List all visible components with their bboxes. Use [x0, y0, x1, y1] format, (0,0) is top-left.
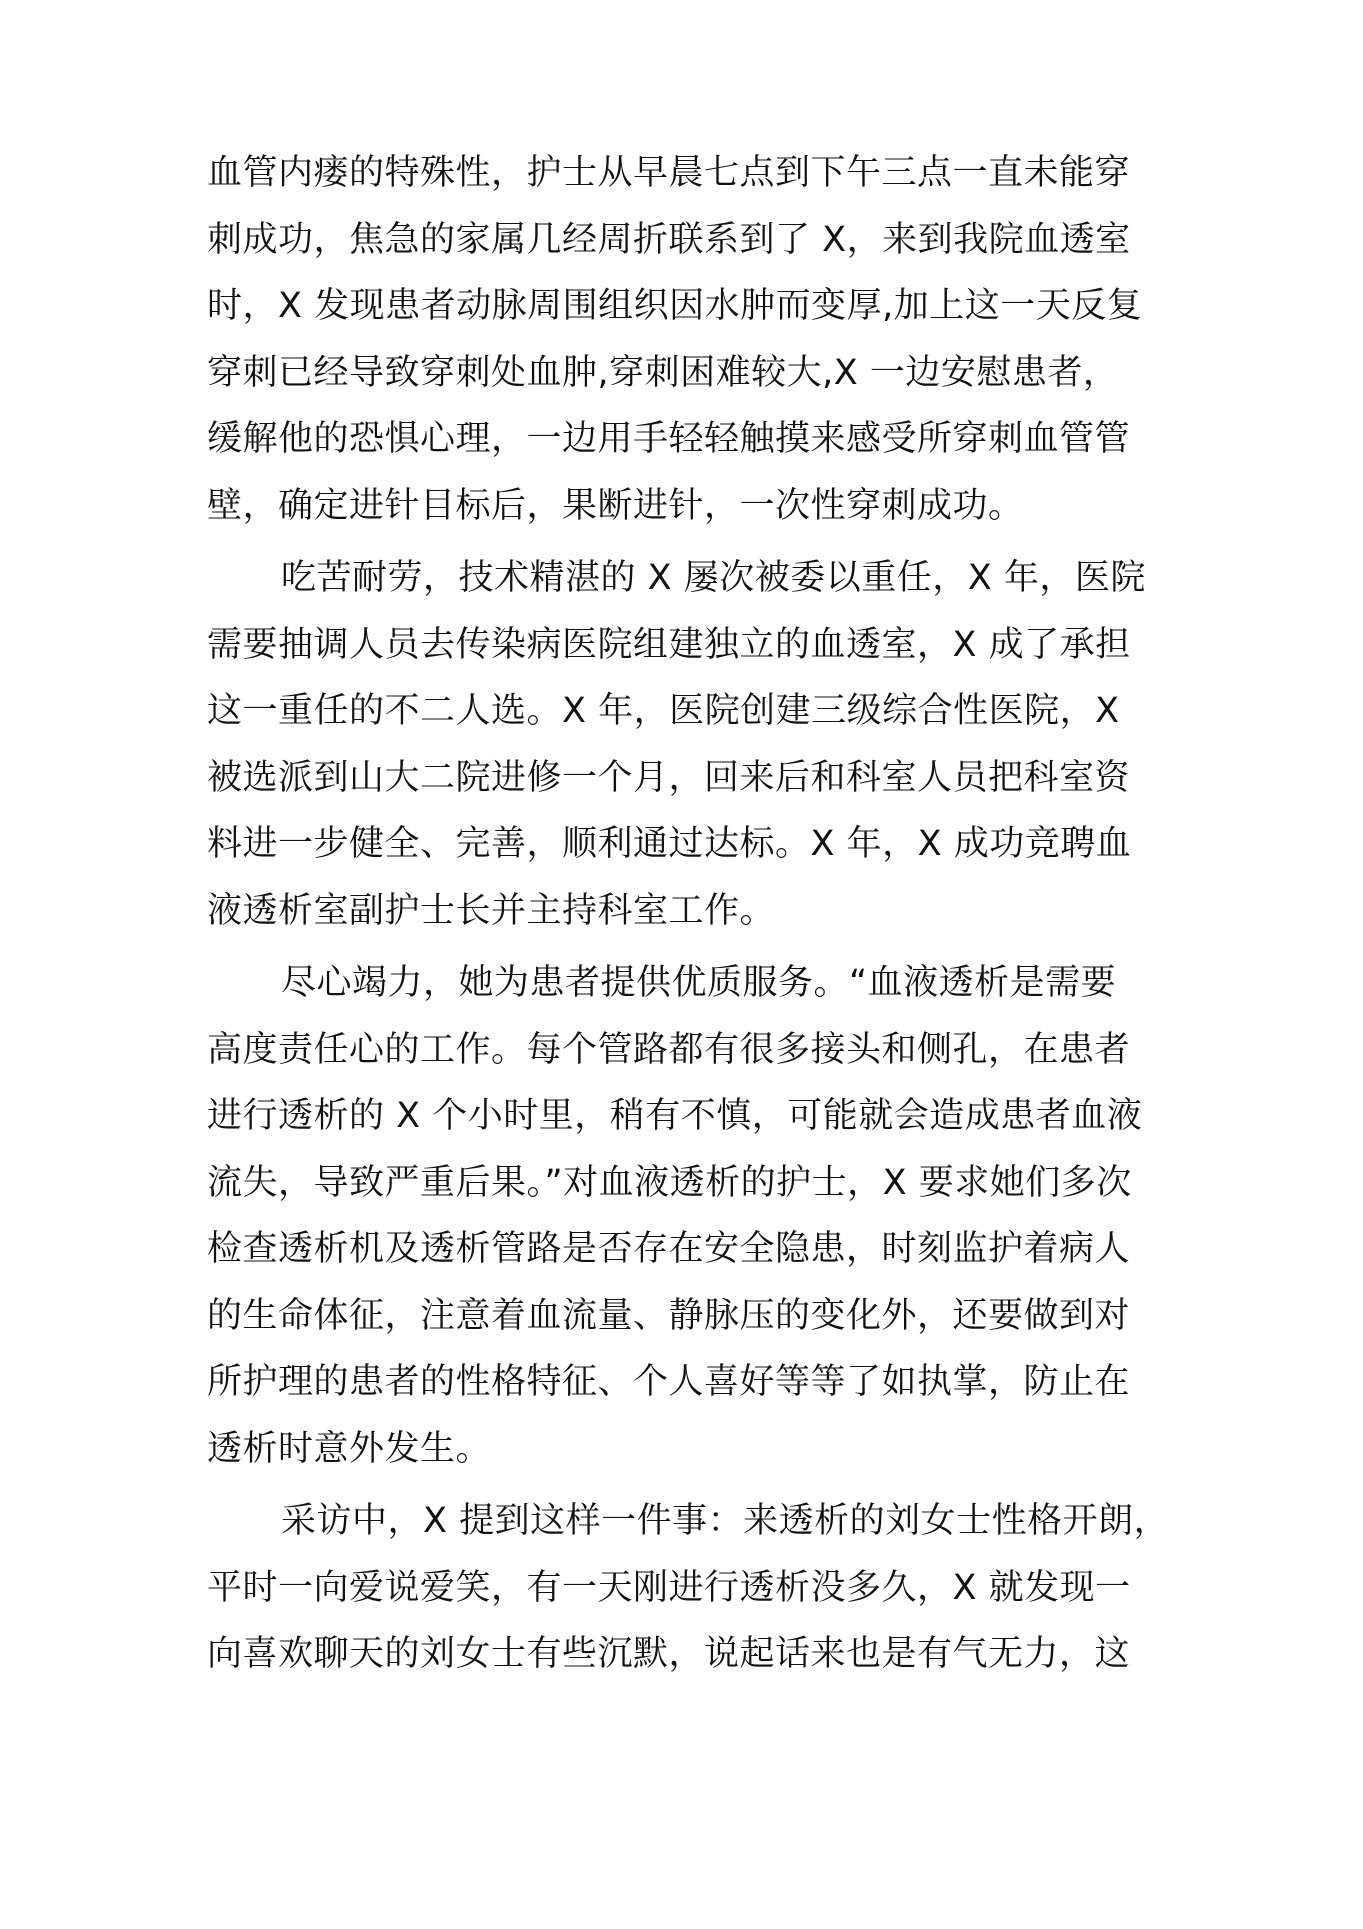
text-line: 的生命体征，注意着血流量、静脉压的变化外，还要做到对	[207, 1295, 1131, 1336]
paragraph-p1	[207, 140, 1167, 539]
text-line: 流失，导致严重后果。”对血液透析的护士，X 要求她们多次	[207, 1162, 1132, 1203]
text-line: 吃苦耐劳，技术精湛的 X 屡次被委以重任，X 年，医院	[281, 558, 1146, 598]
text-line: 所护理的患者的性格特征、个人喜好等等了如执掌，防止在	[207, 1362, 1131, 1402]
text-line: 血管内瘘的特殊性，护士从早晨七点到下午三点一直未能穿	[207, 153, 1131, 193]
text-line: 透析时意外发生。	[207, 1428, 492, 1469]
text-line: 料进一步健全、完善，顺利通过达标。X 年，X 成功竞聘血	[207, 824, 1132, 864]
text-line: 时，X 发现患者动脉周围组织因水肿而变厚,加上这一天反复	[207, 286, 1143, 326]
text-line: 平时一向爱说爱笑，有一天刚进行透析没多久，X 就发现一	[207, 1567, 1131, 1608]
text-line: 液透析室副护士长并主持科室工作。	[207, 890, 776, 931]
text-line: 检查透析机及透析管路是否存在安全隐患，时刻监护着病人	[207, 1229, 1131, 1269]
paragraph-p2	[207, 545, 1167, 944]
text-line: 向喜欢聊天的刘女士有些沉默，说起话来也是有气无力，这	[207, 1634, 1131, 1674]
text-line: 需要抽调人员去传染病医院组建独立的血透室，X 成了承担	[207, 624, 1131, 665]
text-line: 尽心竭力，她为患者提供优质服务。“血液透析是需要	[281, 963, 1117, 1003]
text-line: 这一重任的不二人选。X 年，医院创建三级综合性医院，X	[207, 691, 1120, 731]
paragraph-p3	[207, 950, 1167, 1482]
text-line: 被选派到山大二院进修一个月，回来后和科室人员把科室资	[207, 757, 1131, 798]
paragraph-p4	[207, 1488, 1170, 1688]
document-body	[207, 140, 1170, 1688]
text-line: 刺成功，焦急的家属几经周折联系到了 X，来到我院血透室	[207, 219, 1131, 260]
text-line: 壁，确定进针目标后，果断进针，一次性穿刺成功。	[207, 485, 1024, 526]
text-line: 穿刺已经导致穿刺处血肿,穿刺困难较大,X 一边安慰患者，	[207, 352, 1119, 393]
text-line: 进行透析的 X 个小时里，稍有不慎，可能就会造成患者血液	[207, 1096, 1143, 1136]
text-line: 高度责任心的工作。每个管路都有很多接头和侧孔，在患者	[207, 1029, 1131, 1070]
text-line: 缓解他的恐惧心理，一边用手轻轻触摸来感受所穿刺血管管	[207, 419, 1131, 459]
text-line: 采访中，X 提到这样一件事：来透析的刘女士性格开朗，	[281, 1501, 1170, 1541]
